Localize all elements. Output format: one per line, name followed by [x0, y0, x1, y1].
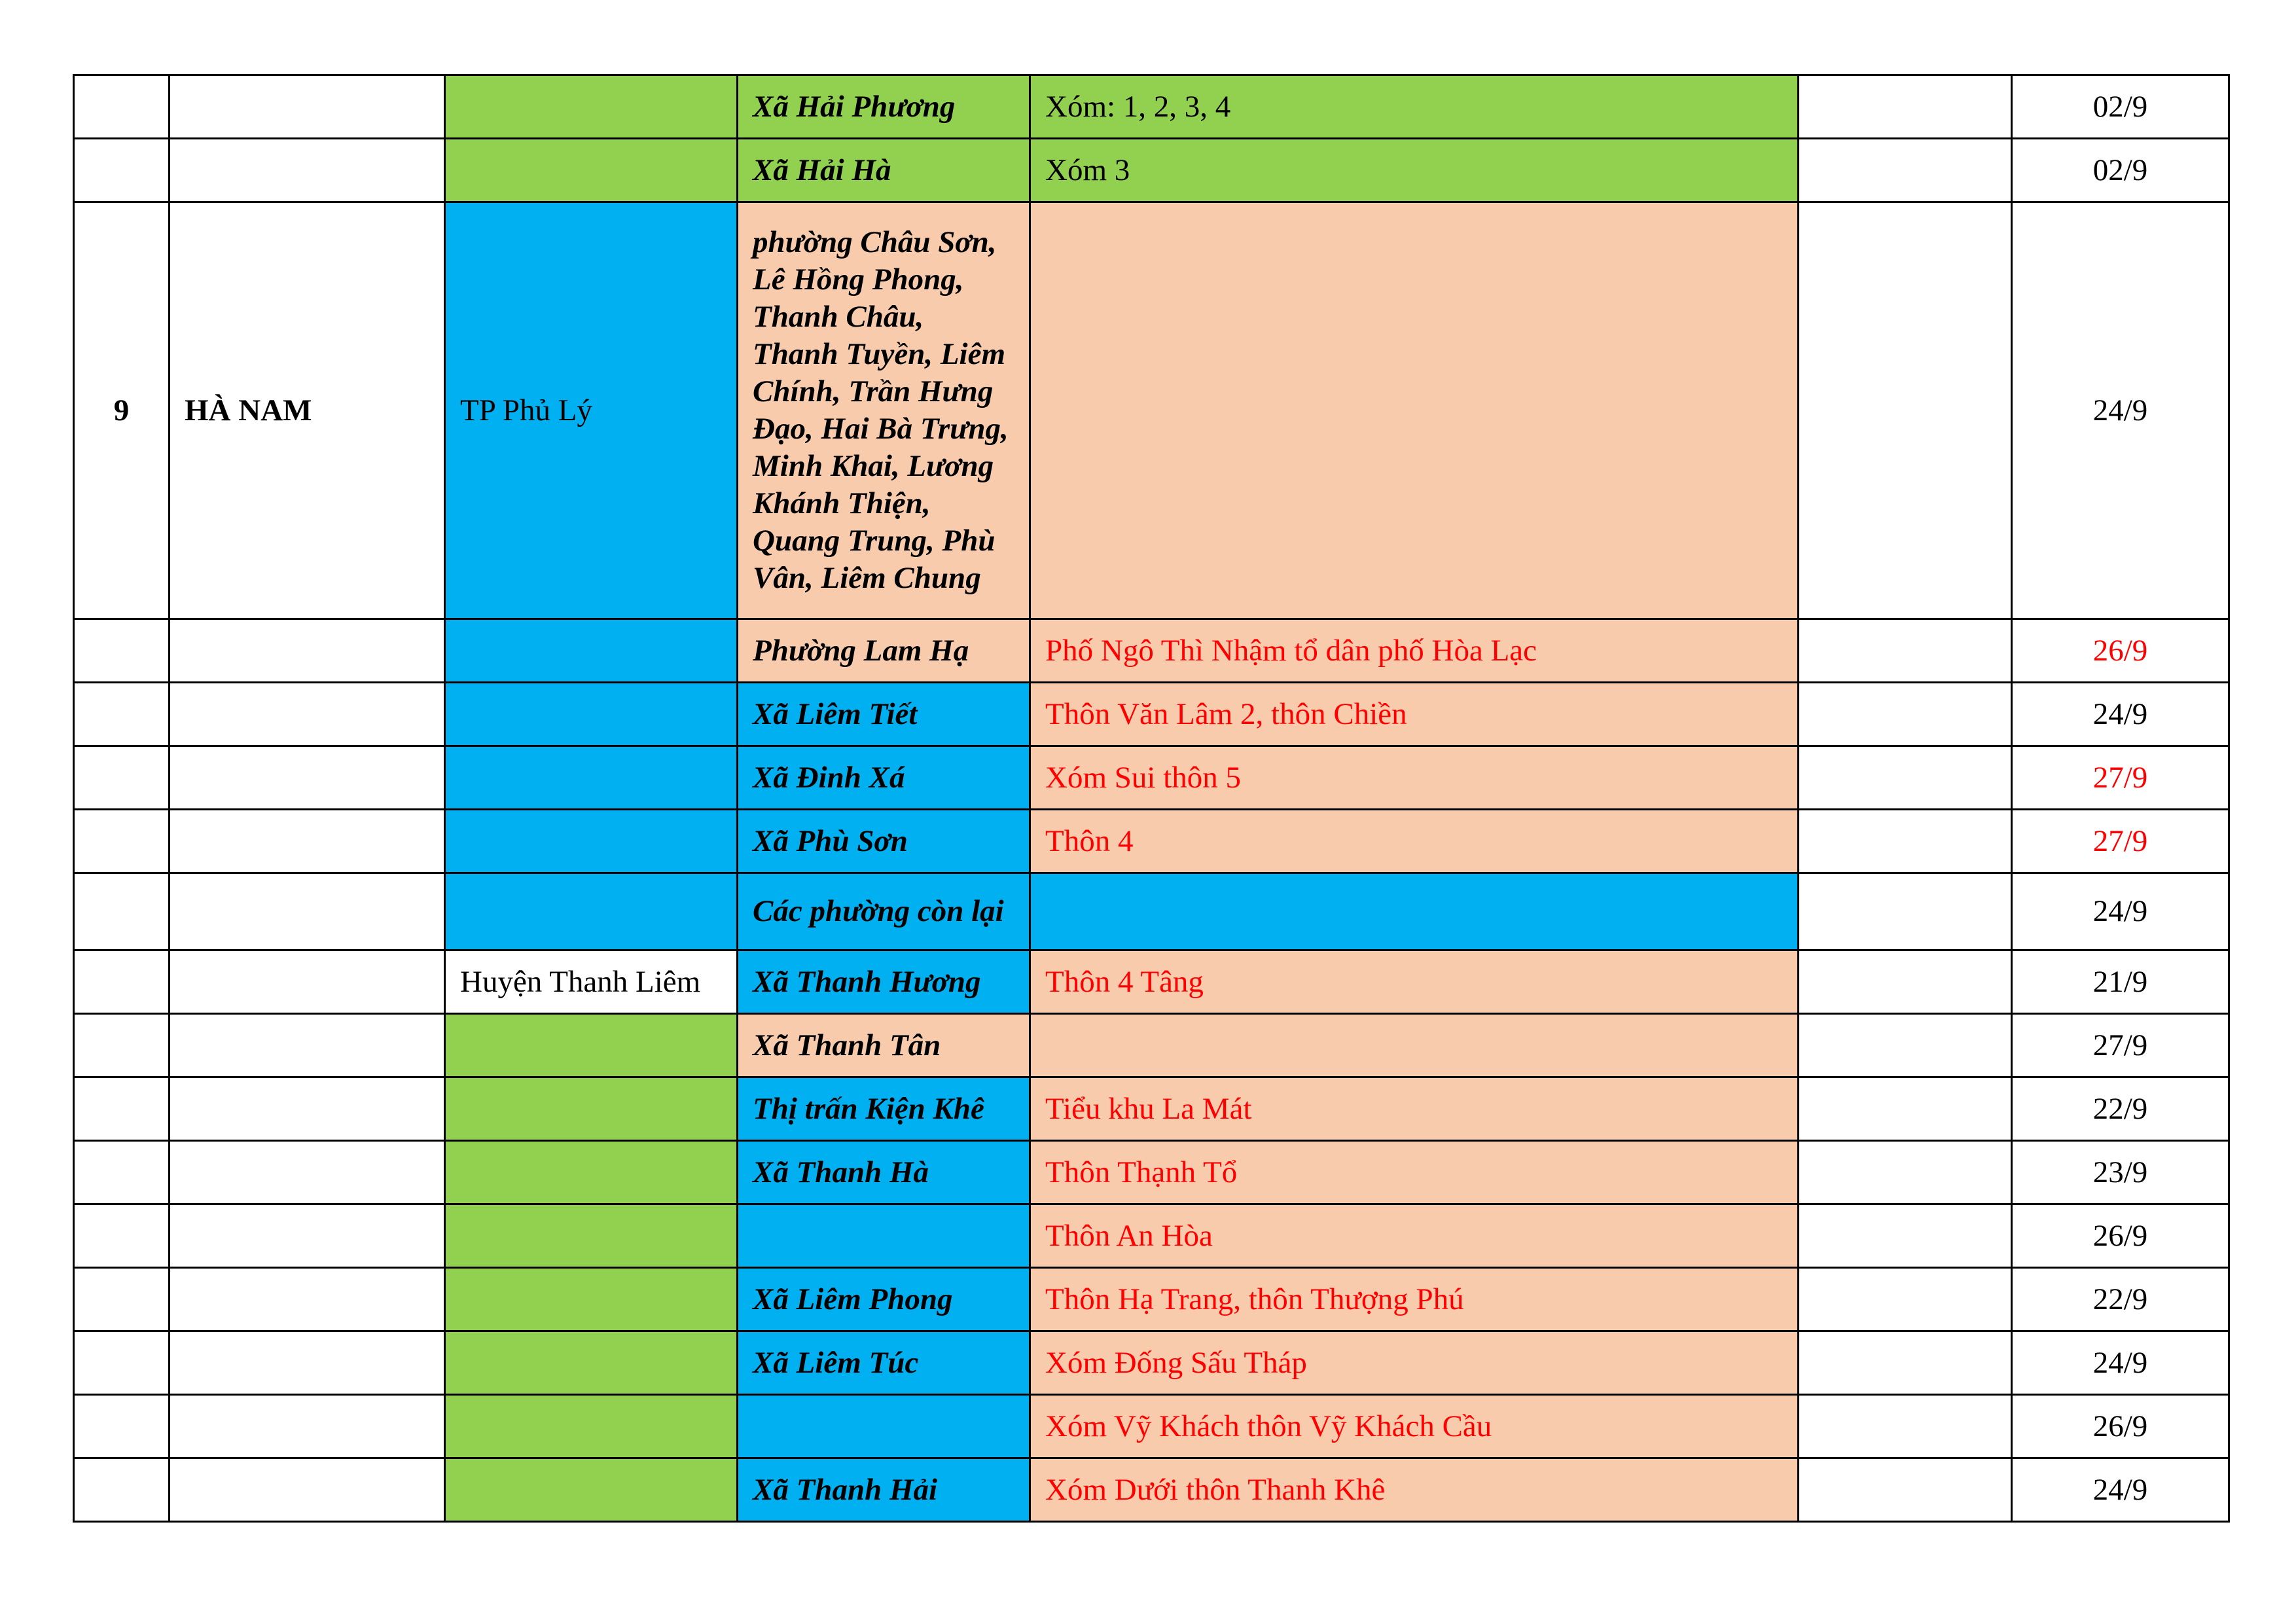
detail-cell: Thôn 4 — [1030, 810, 1799, 873]
extra-cell — [1799, 950, 2012, 1014]
table-row — [74, 683, 2229, 746]
province-cell — [170, 683, 445, 746]
table-row — [74, 1268, 2229, 1331]
row-number — [74, 139, 170, 202]
ward-cell: Xã Thanh Tân — [738, 1014, 1030, 1077]
ward-cell: Xã Liêm Túc — [738, 1331, 1030, 1395]
detail-cell: Tiểu khu La Mát — [1030, 1077, 1799, 1141]
table-row — [74, 1458, 2229, 1522]
table-row — [74, 873, 2229, 950]
detail-cell: Xóm Sui thôn 5 — [1030, 746, 1799, 810]
row-number — [74, 810, 170, 873]
row-number — [74, 683, 170, 746]
district-cell — [445, 1204, 738, 1268]
extra-cell — [1799, 75, 2012, 139]
ward-cell: Xã Hải Hà — [738, 139, 1030, 202]
district-cell — [445, 683, 738, 746]
district-cell — [445, 1331, 738, 1395]
district-cell — [445, 139, 738, 202]
extra-cell — [1799, 1141, 2012, 1204]
district-cell — [445, 1014, 738, 1077]
ward-cell — [738, 1204, 1030, 1268]
province-cell — [170, 810, 445, 873]
date-cell: 23/9 — [2012, 1141, 2229, 1204]
row-number — [74, 1458, 170, 1522]
detail-cell: Thôn Hạ Trang, thôn Thượng Phú — [1030, 1268, 1799, 1331]
district-cell — [445, 873, 738, 950]
ward-cell: phường Châu Sơn, Lê Hồng Phong, Thanh Châu, Thanh Tuyền, Liêm Chính, Trần Hưng Đạo, Hai Bà Trưng, Minh Khai, Lương Khánh Thiện, Quang Trung, Phù Vân, Liêm Chung — [738, 202, 1030, 619]
detail-cell: Xóm Đống Sấu Tháp — [1030, 1331, 1799, 1395]
row-number — [74, 619, 170, 683]
table-row — [74, 1014, 2229, 1077]
district-cell — [445, 1458, 738, 1522]
province-cell — [170, 139, 445, 202]
extra-cell — [1799, 746, 2012, 810]
table-row — [74, 75, 2229, 139]
extra-cell — [1799, 1014, 2012, 1077]
date-cell: 27/9 — [2012, 810, 2229, 873]
row-number — [74, 950, 170, 1014]
ward-cell: Xã Thanh Hương — [738, 950, 1030, 1014]
row-number — [74, 1141, 170, 1204]
row-number — [74, 1014, 170, 1077]
ward-cell: Thị trấn Kiện Khê — [738, 1077, 1030, 1141]
extra-cell — [1799, 139, 2012, 202]
table-row — [74, 202, 2229, 619]
province-cell — [170, 950, 445, 1014]
extra-cell — [1799, 619, 2012, 683]
detail-cell: Thôn Thạnh Tổ — [1030, 1141, 1799, 1204]
detail-cell: Xóm Dưới thôn Thanh Khê — [1030, 1458, 1799, 1522]
ward-cell: Xã Đinh Xá — [738, 746, 1030, 810]
extra-cell — [1799, 1204, 2012, 1268]
province-cell — [170, 1458, 445, 1522]
row-number — [74, 1204, 170, 1268]
province-cell — [170, 1014, 445, 1077]
date-cell: 27/9 — [2012, 1014, 2229, 1077]
extra-cell — [1799, 683, 2012, 746]
ward-cell: Xã Liêm Phong — [738, 1268, 1030, 1331]
district-cell — [445, 1268, 738, 1331]
table-body — [74, 75, 2229, 1522]
date-cell: 02/9 — [2012, 139, 2229, 202]
district-cell: Huyện Thanh Liêm — [445, 950, 738, 1014]
province-cell — [170, 1077, 445, 1141]
row-number — [74, 1268, 170, 1331]
date-cell: 24/9 — [2012, 873, 2229, 950]
extra-cell — [1799, 1268, 2012, 1331]
schedule-table — [73, 74, 2230, 1523]
province-cell — [170, 1331, 445, 1395]
date-cell: 24/9 — [2012, 683, 2229, 746]
table-row — [74, 1141, 2229, 1204]
row-number: 9 — [74, 202, 170, 619]
ward-cell: Xã Hải Phương — [738, 75, 1030, 139]
extra-cell — [1799, 1458, 2012, 1522]
district-cell: TP Phủ Lý — [445, 202, 738, 619]
ward-cell: Xã Thanh Hải — [738, 1458, 1030, 1522]
district-cell — [445, 810, 738, 873]
district-cell — [445, 1141, 738, 1204]
detail-cell — [1030, 873, 1799, 950]
table-row — [74, 1331, 2229, 1395]
extra-cell — [1799, 202, 2012, 619]
detail-cell: Xóm Vỹ Khách thôn Vỹ Khách Cầu — [1030, 1395, 1799, 1458]
date-cell: 26/9 — [2012, 1204, 2229, 1268]
table-row — [74, 810, 2229, 873]
province-cell — [170, 75, 445, 139]
ward-cell: Phường Lam Hạ — [738, 619, 1030, 683]
table-row — [74, 1077, 2229, 1141]
province-cell: HÀ NAM — [170, 202, 445, 619]
province-cell — [170, 1204, 445, 1268]
extra-cell — [1799, 873, 2012, 950]
ward-cell: Xã Liêm Tiết — [738, 683, 1030, 746]
detail-cell: Thôn 4 Tâng — [1030, 950, 1799, 1014]
province-cell — [170, 873, 445, 950]
date-cell: 24/9 — [2012, 1331, 2229, 1395]
date-cell: 24/9 — [2012, 202, 2229, 619]
province-cell — [170, 619, 445, 683]
row-number — [74, 1331, 170, 1395]
date-cell: 26/9 — [2012, 619, 2229, 683]
date-cell: 22/9 — [2012, 1077, 2229, 1141]
province-cell — [170, 1268, 445, 1331]
table-row — [74, 139, 2229, 202]
row-number — [74, 1395, 170, 1458]
date-cell: 02/9 — [2012, 75, 2229, 139]
table-row — [74, 1204, 2229, 1268]
table-row — [74, 746, 2229, 810]
detail-cell: Thôn An Hòa — [1030, 1204, 1799, 1268]
table-row — [74, 619, 2229, 683]
ward-cell: Xã Phù Sơn — [738, 810, 1030, 873]
district-cell — [445, 1077, 738, 1141]
district-cell — [445, 75, 738, 139]
extra-cell — [1799, 810, 2012, 873]
table-row — [74, 950, 2229, 1014]
detail-cell: Xóm 3 — [1030, 139, 1799, 202]
row-number — [74, 873, 170, 950]
date-cell: 22/9 — [2012, 1268, 2229, 1331]
row-number — [74, 75, 170, 139]
province-cell — [170, 1395, 445, 1458]
row-number — [74, 746, 170, 810]
district-cell — [445, 746, 738, 810]
extra-cell — [1799, 1395, 2012, 1458]
extra-cell — [1799, 1077, 2012, 1141]
row-number — [74, 1077, 170, 1141]
date-cell: 24/9 — [2012, 1458, 2229, 1522]
district-cell — [445, 619, 738, 683]
ward-cell: Xã Thanh Hà — [738, 1141, 1030, 1204]
detail-cell — [1030, 202, 1799, 619]
detail-cell: Xóm: 1, 2, 3, 4 — [1030, 75, 1799, 139]
district-cell — [445, 1395, 738, 1458]
province-cell — [170, 1141, 445, 1204]
detail-cell: Thôn Văn Lâm 2, thôn Chiền — [1030, 683, 1799, 746]
province-cell — [170, 746, 445, 810]
date-cell: 26/9 — [2012, 1395, 2229, 1458]
date-cell: 21/9 — [2012, 950, 2229, 1014]
extra-cell — [1799, 1331, 2012, 1395]
date-cell: 27/9 — [2012, 746, 2229, 810]
detail-cell: Phố Ngô Thì Nhậm tổ dân phố Hòa Lạc — [1030, 619, 1799, 683]
table-row — [74, 1395, 2229, 1458]
detail-cell — [1030, 1014, 1799, 1077]
ward-cell — [738, 1395, 1030, 1458]
ward-cell: Các phường còn lại — [738, 873, 1030, 950]
